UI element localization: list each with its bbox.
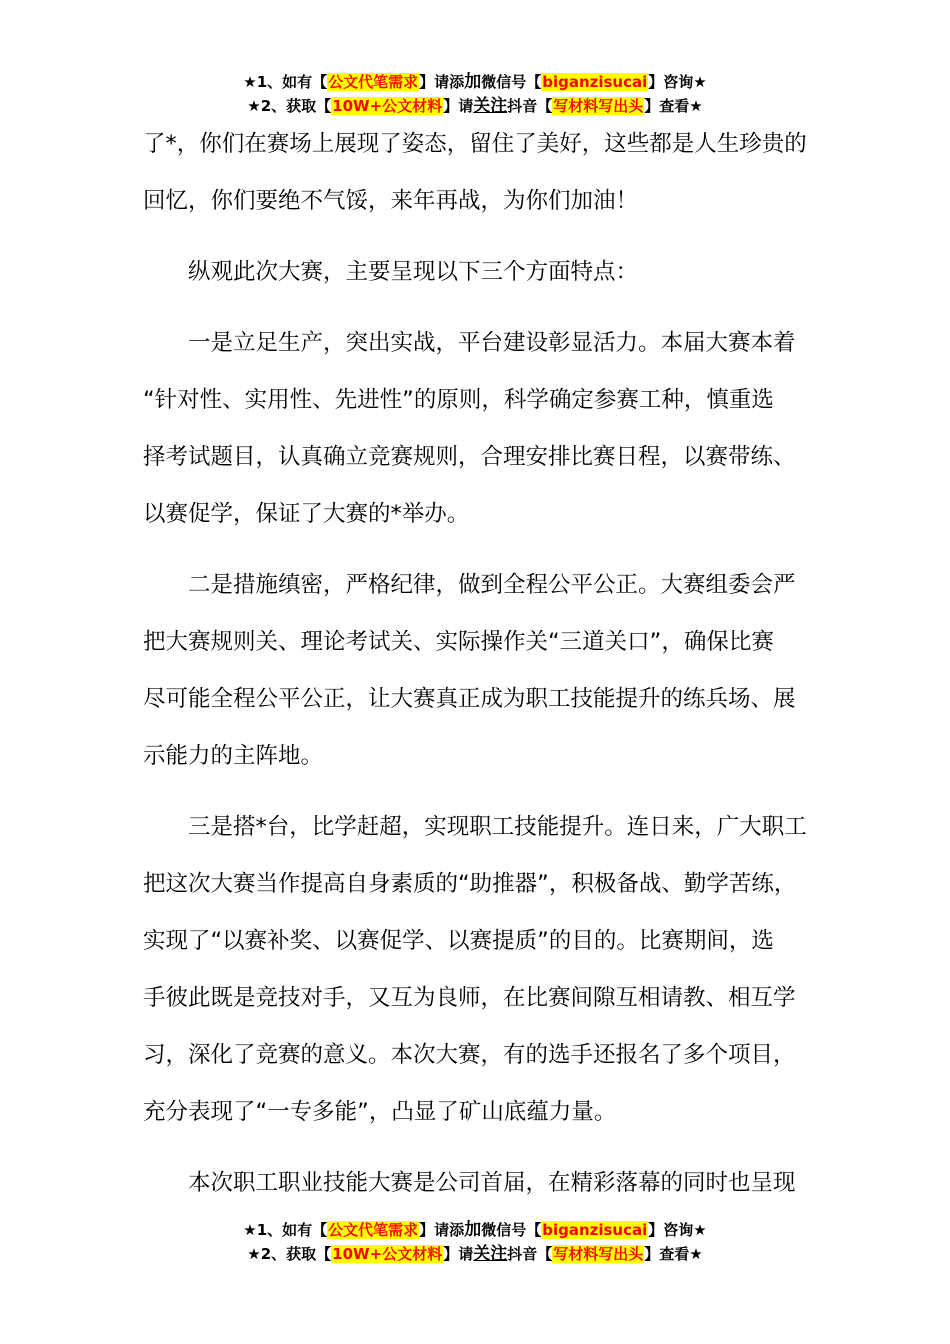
document-body bbox=[143, 116, 823, 1212]
text-line: 实现了“以赛补奖、以赛促学、以赛提质”的目的。比赛期间，选 bbox=[143, 928, 774, 954]
text-line: 充分表现了“一专多能”，凸显了矿山底蕴力量。 bbox=[143, 1099, 617, 1125]
banner-text: 】查看★ bbox=[644, 1245, 703, 1263]
text-line: 三是搭*台，比学赶超，实现职工技能提升。连日来，广大职工 bbox=[188, 814, 807, 840]
banner-emphasis: 关注 bbox=[473, 96, 508, 116]
text-line: “针对性、实用性、先进性”的原则，科学确定参赛工种，慎重选 bbox=[143, 387, 774, 413]
banner-text: ★2、获取【 bbox=[247, 1245, 332, 1263]
banner-text: 微信号【 bbox=[481, 1221, 542, 1239]
banner-text: 】请 bbox=[443, 97, 474, 115]
text-line: 了*，你们在赛场上展现了姿态，留住了美好，这些都是人生珍贵的 bbox=[143, 131, 807, 157]
banner-text: 】咨询★ bbox=[648, 73, 707, 91]
text-line: 把大赛规则关、理论考试关、实际操作关“三道关口”，确保比赛 bbox=[143, 629, 774, 655]
paragraph-point-one bbox=[143, 315, 823, 543]
text-line: 一是立足生产，突出实战，平台建设彰显活力。本届大赛本着 bbox=[188, 330, 796, 356]
text-line: 示能力的主阵地。 bbox=[143, 743, 324, 769]
banner-emphasis: 加 bbox=[464, 72, 482, 92]
banner-text: 】请添 bbox=[419, 73, 465, 91]
text-line: 二是措施缜密，严格纪律，做到全程公平公正。大赛组委会严 bbox=[188, 572, 796, 598]
banner-line-1 bbox=[0, 70, 950, 94]
banner-highlight: 10W+公文材料 bbox=[332, 1245, 443, 1263]
banner-text: 抖音【 bbox=[507, 97, 553, 115]
paragraph-continuation bbox=[143, 116, 823, 230]
banner-highlight: biganzisucai bbox=[542, 1221, 648, 1239]
banner-text: 】查看★ bbox=[644, 97, 703, 115]
paragraph-overview bbox=[143, 244, 823, 301]
text-line: 手彼此既是竞技对手，又互为良师，在比赛间隙互相请教、相互学 bbox=[143, 985, 796, 1011]
banner-text: ★1、如有【 bbox=[243, 73, 328, 91]
text-line: 习，深化了竞赛的意义。本次大赛，有的选手还报名了多个项目， bbox=[143, 1042, 796, 1068]
banner-text: 】请添 bbox=[419, 1221, 465, 1239]
banner-emphasis: 加 bbox=[464, 1220, 482, 1240]
banner-highlight: 写材料写出头 bbox=[553, 97, 644, 115]
banner-text: 】请 bbox=[443, 1245, 474, 1263]
footer-banner bbox=[0, 1218, 950, 1266]
text-line: 纵观此次大赛，主要呈现以下三个方面特点： bbox=[188, 259, 639, 285]
banner-text: 微信号【 bbox=[481, 73, 542, 91]
banner-text: ★2、获取【 bbox=[247, 97, 332, 115]
banner-highlight: 公文代笔需求 bbox=[328, 1221, 419, 1239]
banner-highlight: 10W+公文材料 bbox=[332, 97, 443, 115]
banner-text: ★1、如有【 bbox=[243, 1221, 328, 1239]
text-line: 把这次大赛当作提高自身素质的“助推器”，积极备战、勤学苦练， bbox=[143, 871, 797, 897]
text-line: 回忆，你们要绝不气馁，来年再战，为你们加油！ bbox=[143, 188, 639, 214]
paragraph-conclusion bbox=[143, 1155, 823, 1212]
paragraph-point-three bbox=[143, 799, 823, 1141]
text-line: 尽可能全程公平公正，让大赛真正成为职工技能提升的练兵场、展 bbox=[143, 686, 796, 712]
banner-line-2 bbox=[0, 1242, 950, 1266]
banner-emphasis: 关注 bbox=[473, 1244, 508, 1264]
banner-line-1 bbox=[0, 1218, 950, 1242]
banner-highlight: biganzisucai bbox=[542, 73, 648, 91]
banner-text: 抖音【 bbox=[507, 1245, 553, 1263]
banner-highlight: 写材料写出头 bbox=[553, 1245, 644, 1263]
banner-line-2 bbox=[0, 94, 950, 118]
text-line: 以赛促学，保证了大赛的*举办。 bbox=[143, 501, 470, 527]
banner-text: 】咨询★ bbox=[648, 1221, 707, 1239]
paragraph-point-two bbox=[143, 557, 823, 785]
text-line: 本次职工职业技能大赛是公司首届，在精彩落幕的同时也呈现 bbox=[188, 1170, 796, 1196]
header-banner bbox=[0, 70, 950, 118]
banner-highlight: 公文代笔需求 bbox=[328, 73, 419, 91]
text-line: 择考试题目，认真确立竞赛规则，合理安排比赛日程，以赛带练、 bbox=[143, 444, 796, 470]
